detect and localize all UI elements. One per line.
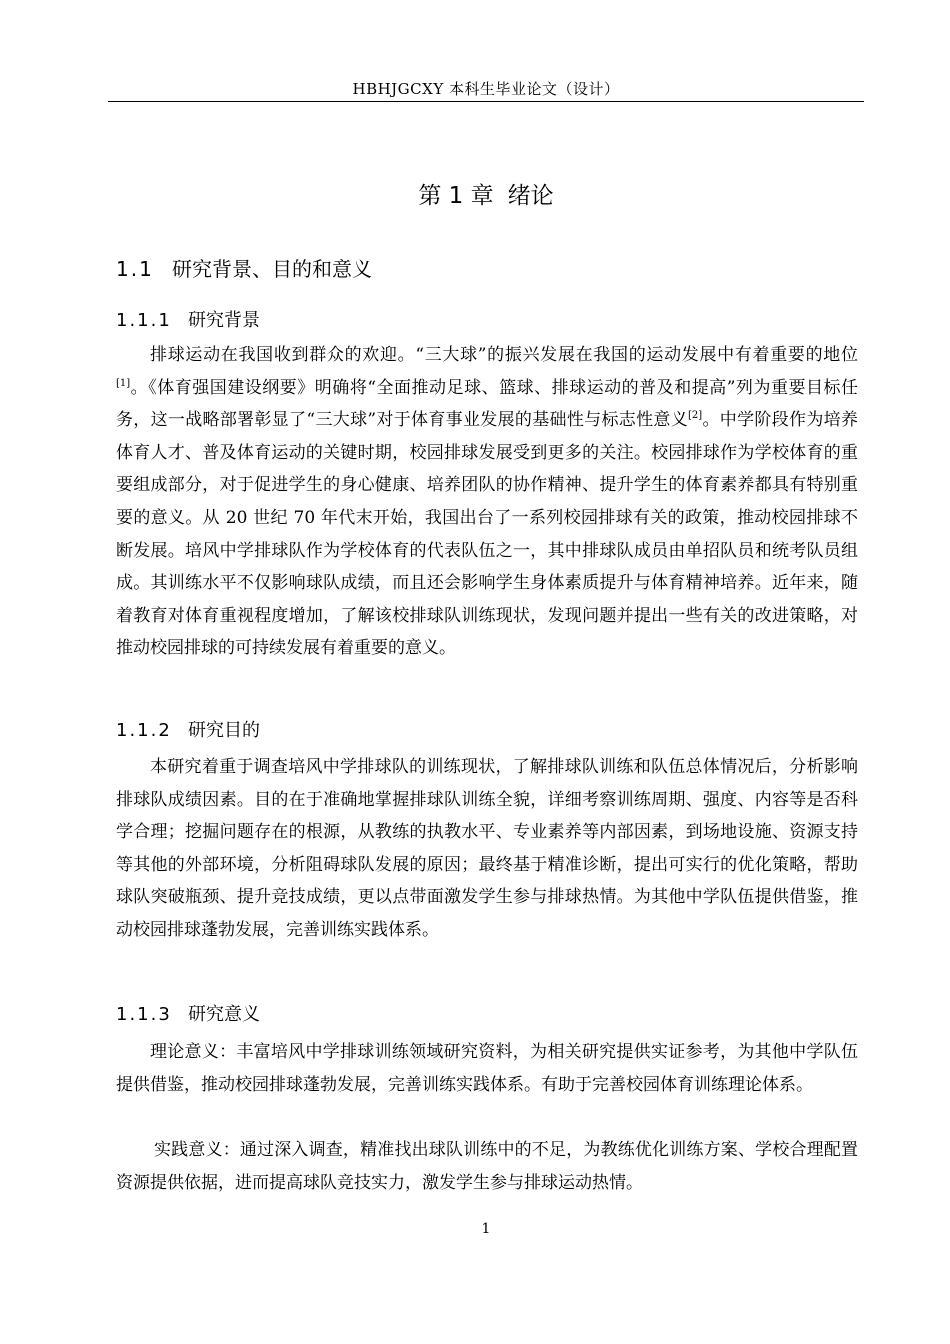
subsection-heading-1-1-3 [116,1000,260,1026]
citation-1: [1] [116,377,131,389]
subsection-number: 1.1.2 [116,720,172,741]
subsection-heading-1-1-1 [116,306,260,332]
chapter-heading [108,177,864,210]
citation-2: [2] [688,410,703,422]
section-title: 研究背景、目的和意义 [172,257,372,281]
subsection-number: 1.1.1 [116,310,172,331]
theory-significance-paragraph: 理论意义：丰富培风中学排球训练领域研究资料，为相关研究提供实证参考，为其他中学队伍提供借鉴，推动校园排球蓬勃发展，完善训练实践体系。有助于完善校园体育训练理论体系。 [116,1042,858,1095]
background-paragraph [116,339,858,665]
subsection-heading-1-1-2 [116,716,260,742]
page-header: HBHJGCXY 本科生毕业论文（设计） [352,80,620,98]
objective-paragraph: 本研究着重于调查培风中学排球队的训练现状，了解排球队训练和队伍总体情况后，分析影响排球队成绩因素。目的在于准确地掌握排球队训练全貌，详细考察训练周期、强度、内容等是否科学合理；挖掘问题存在的根源，从教练的执教水平、专业素养等内部因素，到场地设施、资源支持等其他的外部环境，分析阻碍球队发展的原因；最终基于精准诊断，提出可实行的优化策略，帮助球队突破瓶颈、提升竞技成绩，更以点带面激发学生参与排球热情。为其他中学队伍提供借鉴，推动校园排球蓬勃发展，完善训练实践体系。 [116,757,858,940]
subsection-title: 研究背景 [188,310,260,331]
paragraph-text: 。中学阶段作为培养体育人才、普及体育运动的关键时期，校园排球发展受到更多的关注。校园排球作为学校体育的重要组成部分，对于促进学生的身心健康、培养团队的协作精神、提升学生的体育素养都具有特别重要的意义。从 20 世纪 70 年代末开始，我国出台了一系列校园排球有关的政策，推动校园排球不断发展。培风中学排球队作为学校体育的代表队伍之一，其中排球队成员由单招队员和统考队员组成。其训练水平不仅影响球队成绩，而且还会影响学生身体素质提升与体育精神培养。近年来，随着教育对体育重视程度增加，了解该校排球队训练现状，发现问题并提出一些有关的改进策略，对推动校园排球的可持续发展有着重要的意义。 [116,410,858,659]
subsection-title: 研究意义 [188,1004,260,1025]
section-heading-1-1 [116,253,372,282]
subsection-title: 研究目的 [188,720,260,741]
paragraph-text: 排球运动在我国收到群众的欢迎。“三大球”的振兴发展在我国的运动发展中有着重要的地位 [150,345,858,365]
section-number: 1.1 [116,257,154,281]
practice-significance-paragraph: 实践意义：通过深入调查，精准找出球队训练中的不足，为教练优化训练方案、学校合理配置资源提供依据，进而提高球队竞技实力，激发学生参与排球运动热情。 [116,1140,858,1193]
header-rule [108,101,864,102]
page-number: 1 [481,1221,491,1237]
chapter-title: 绪论 [507,183,554,209]
chapter-number: 第 1 章 [418,183,494,209]
paragraph-text: 。《体育强国建设纲要》明确将“全面推动足球、篮球、排球运动的普及和提高”列为重要目标任务，这一战略部署彰显了“三大球”对于体育事业发展的基础性与标志性意义 [116,377,858,431]
subsection-number: 1.1.3 [116,1004,172,1025]
